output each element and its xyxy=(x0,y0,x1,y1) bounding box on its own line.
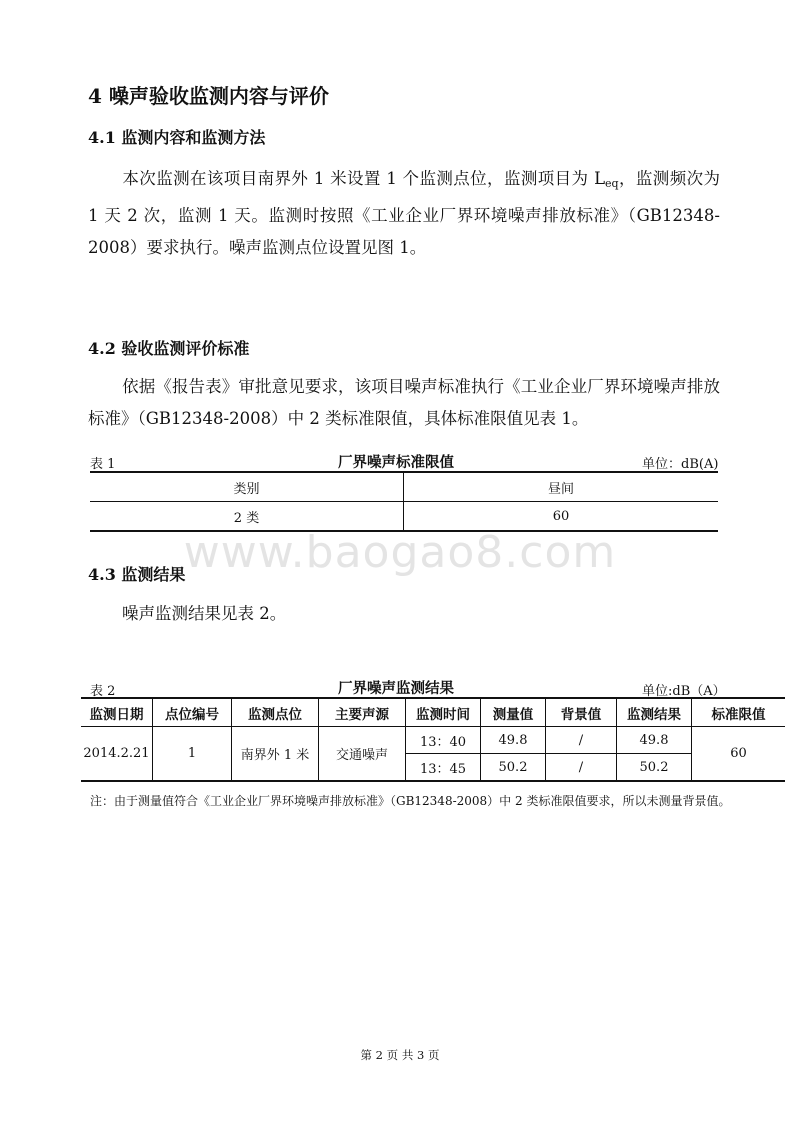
table2-cell-result: 50.2 xyxy=(617,754,692,782)
table2-unit: 单位:dB（A） xyxy=(642,684,726,699)
table1-header-daytime: 昼间 xyxy=(404,472,719,502)
table-row xyxy=(81,727,785,754)
section-4-1-paragraph xyxy=(88,163,720,264)
para-text-part2: ，监测频次为 1 天 2 次，监测 1 天。监测时按照《工业企业厂界环境噪声排放标准》（GB12348-2008）要求执行。噪声监测点位设置见图 1。 xyxy=(88,169,721,257)
leq-subscript: eq xyxy=(605,177,619,190)
table2-header: 监测结果 xyxy=(617,698,692,727)
table2-header: 监测日期 xyxy=(81,698,153,727)
table2-header: 监测点位 xyxy=(232,698,319,727)
table2-cell-date: 2014.2.21 xyxy=(81,727,153,782)
section-4-3-paragraph xyxy=(88,598,720,630)
section-4-2-paragraph xyxy=(88,371,720,435)
section-4-heading: 4 噪声验收监测内容与评价 xyxy=(88,84,329,108)
para-text-part1: 本次监测在该项目南界外 1 米设置 1 个监测点位，监测项目为 L xyxy=(122,169,606,188)
table1-cell-limit: 60 xyxy=(552,508,570,524)
table2-cell-result: 49.8 xyxy=(617,727,692,754)
table2-cell-time: 13：40 xyxy=(406,727,481,754)
table2-header: 监测时间 xyxy=(406,698,481,727)
table2-header: 标准限值 xyxy=(692,698,786,727)
table2-cell-location: 南界外 1 米 xyxy=(232,727,319,782)
table1-title: 厂界噪声标准限值 xyxy=(338,454,454,471)
table2-header: 点位编号 xyxy=(153,698,232,727)
table2-title: 厂界噪声监测结果 xyxy=(338,680,454,697)
table1-unit: 单位：dB(A) xyxy=(642,457,719,472)
table2-cell-measured: 49.8 xyxy=(481,727,546,754)
table2-cell-time: 13：45 xyxy=(406,754,481,782)
table2-cell-source: 交通噪声 xyxy=(319,727,406,782)
table-header-row xyxy=(81,698,785,727)
table2 xyxy=(81,697,785,782)
table2-cell-measured: 50.2 xyxy=(481,754,546,782)
section-4-3-heading: 4.3 监测结果 xyxy=(88,565,186,584)
table1-header-category: 类别 xyxy=(90,472,404,502)
table2-label: 表 2 xyxy=(90,684,116,699)
table-row xyxy=(90,472,718,502)
table2-header: 测量值 xyxy=(481,698,546,727)
table2-cell-point-no: 1 xyxy=(153,727,232,782)
table2-cell-limit: 60 xyxy=(692,727,786,782)
page-footer: 第 2 页 共 3 页 xyxy=(360,1048,440,1062)
table2-header: 背景值 xyxy=(546,698,617,727)
table1 xyxy=(90,471,718,532)
table2-cell-background: / xyxy=(546,727,617,754)
table2-header: 主要声源 xyxy=(319,698,406,727)
para-text: 依据《报告表》审批意见要求，该项目噪声标准执行《工业企业厂界环境噪声排放标准》（GB12348-2008）中 2 类标准限值，具体标准限值见表 1。 xyxy=(88,377,720,428)
section-4-1-heading: 4.1 监测内容和监测方法 xyxy=(88,128,266,147)
table2-note: 注：由于测量值符合《工业企业厂界环境噪声排放标准》（GB12348-2008）中 2 类标准限值要求，所以未测量背景值。 xyxy=(90,794,731,808)
table1-label: 表 1 xyxy=(90,457,116,472)
table1-cell-category: 2 类 xyxy=(90,502,404,532)
table2-cell-background: / xyxy=(546,754,617,782)
section-4-2-heading: 4.2 验收监测评价标准 xyxy=(88,339,250,358)
para-text: 噪声监测结果见表 2。 xyxy=(122,604,287,623)
watermark: www.baogao8.com xyxy=(183,527,617,578)
